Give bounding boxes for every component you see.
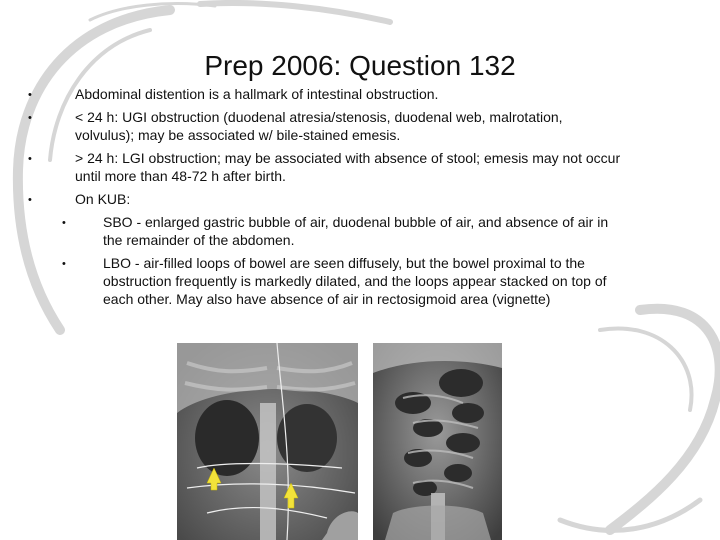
bullet-text: On KUB: [75,191,131,207]
bullet-marker: • [28,112,32,124]
bullet-text: Abdominal distention is a hallmark of intestinal obstruction. [75,86,439,102]
bullet-text: > 24 h: LGI obstruction; may be associated with absence of stool; emesis may not occur [75,150,621,166]
radiograph-sbo-image [177,343,358,540]
bullet-item [0,109,720,145]
bullet-marker: • [28,89,32,101]
bullet-item [0,150,720,186]
bullet-text: SBO - enlarged gastric bubble of air, duodenal bubble of air, and absence of air in [103,214,609,230]
slide-title: Prep 2006: Question 132 [204,50,516,81]
bullet-marker: • [28,153,32,165]
bullet-text: the remainder of the abdomen. [103,232,295,248]
sub-bullet-item [0,214,720,250]
bullet-marker: • [62,258,66,270]
bullet-marker: • [62,217,66,229]
bullet-text: LBO - air-filled loops of bowel are seen diffusely, but the bowel proximal to the [103,255,585,271]
bullet-text: < 24 h: UGI obstruction (duodenal atresia/stenosis, duodenal web, malrotation, [75,109,563,125]
bullet-text: each other. May also have absence of air in rectosigmoid area (vignette) [103,291,551,307]
bullet-item [0,86,720,103]
radiograph-lbo-image [373,343,502,540]
bullet-text: obstruction frequently is markedly dilated, and the loops appear stacked on top of [103,273,607,289]
bullet-marker: • [28,194,32,206]
bullet-item [0,191,720,208]
bullet-text: volvulus); may be associated w/ bile-stained emesis. [75,127,401,143]
bullet-text: until more than 48-72 h after birth. [75,168,286,184]
sub-bullet-item [0,255,720,311]
